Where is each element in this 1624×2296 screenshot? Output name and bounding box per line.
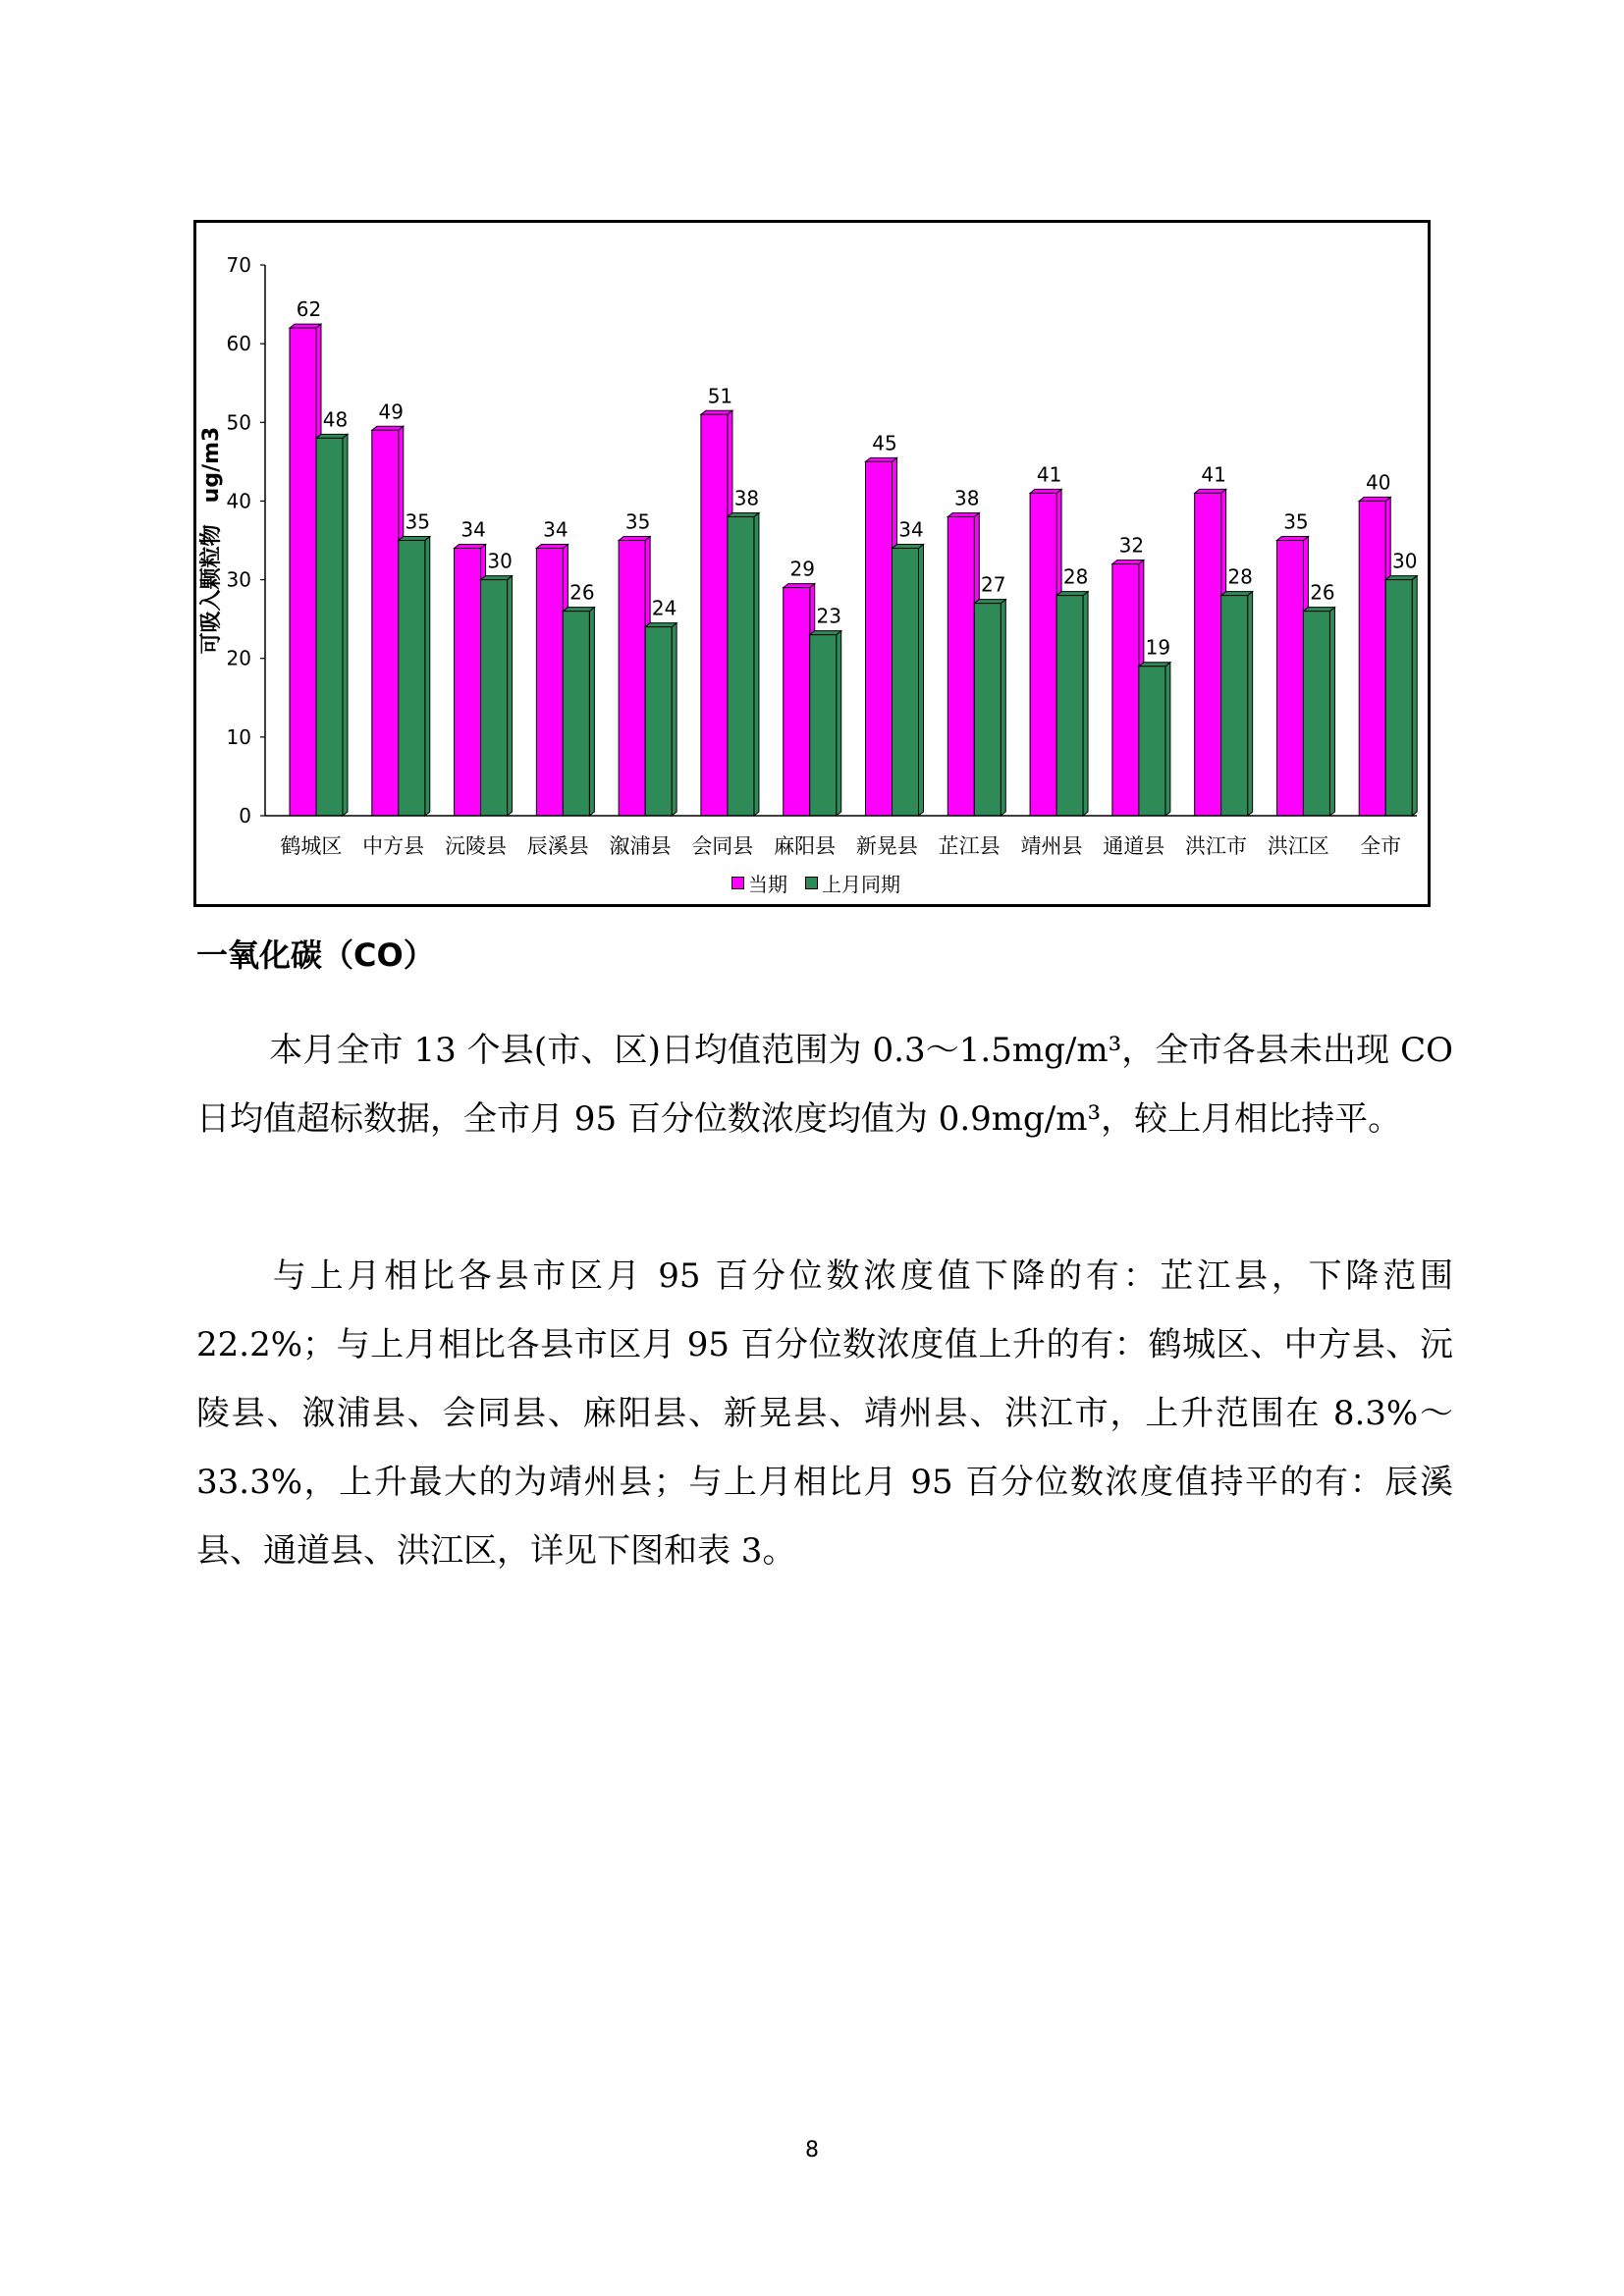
y-tick-label: 0 bbox=[239, 804, 251, 828]
bar-current-top bbox=[536, 545, 568, 549]
bar-last-month-side bbox=[343, 434, 348, 816]
x-tick-label: 沅陵县 bbox=[444, 834, 507, 858]
bar-last-month-top bbox=[481, 576, 513, 580]
bar-current-top bbox=[1112, 561, 1144, 564]
bar-last-month bbox=[399, 541, 425, 817]
y-tick-label: 30 bbox=[226, 567, 251, 592]
bar-current bbox=[1030, 493, 1056, 816]
bar-last-month bbox=[1385, 580, 1412, 816]
bar-last-month-label: 30 bbox=[1391, 549, 1418, 573]
x-tick-label: 辰溪县 bbox=[526, 834, 589, 858]
bar-current-top bbox=[372, 426, 404, 430]
x-tick-label: 中方县 bbox=[362, 834, 425, 858]
bar-last-month-top bbox=[728, 512, 759, 516]
bar-last-month-top bbox=[399, 537, 430, 541]
y-tick-label: 50 bbox=[226, 410, 251, 435]
x-tick-label: 芷江县 bbox=[938, 834, 1001, 858]
bar-last-month-top bbox=[1385, 576, 1417, 580]
bar-last-month bbox=[1139, 667, 1165, 816]
bar-current bbox=[947, 516, 974, 816]
bar-last-month bbox=[316, 438, 343, 816]
bar-last-month-side bbox=[1248, 592, 1253, 816]
bar-current bbox=[372, 430, 399, 816]
bar-last-month bbox=[974, 604, 1001, 816]
bar-current-top bbox=[1195, 489, 1226, 493]
page-number: 8 bbox=[805, 2138, 819, 2163]
y-axis-title: 可吸入颗粒物 ug/m3 bbox=[199, 426, 224, 655]
bar-last-month-side bbox=[508, 576, 513, 816]
legend-swatch-last-month bbox=[805, 877, 818, 889]
legend-swatch-current bbox=[731, 877, 744, 889]
bar-current bbox=[784, 588, 810, 816]
x-tick-label: 通道县 bbox=[1103, 834, 1165, 858]
bar-current-label: 62 bbox=[296, 297, 322, 322]
legend-label-current: 当期 bbox=[748, 873, 787, 896]
bar-last-month bbox=[645, 627, 672, 816]
bar-last-month bbox=[893, 549, 919, 816]
paragraph-co-summary-text: 本月全市 13 个县(市、区)日均值范围为 0.3～1.5mg/m³，全市各县未出现 CO 日均值超标数据，全市月 95 百分位数浓度均值为 0.9mg/m³，较上月相比持平。 bbox=[196, 1031, 1453, 1139]
bar-last-month-top bbox=[1056, 592, 1088, 596]
bar-current bbox=[1195, 493, 1221, 816]
bar-current-label: 29 bbox=[789, 557, 815, 581]
bar-last-month-side bbox=[425, 537, 430, 817]
bar-current-top bbox=[619, 537, 650, 541]
bar-current-top bbox=[1359, 497, 1390, 501]
bar-current bbox=[536, 549, 563, 816]
bar-current-label: 34 bbox=[460, 517, 486, 542]
bar-last-month-label: 28 bbox=[1227, 564, 1253, 589]
bar-current-label: 41 bbox=[1201, 462, 1226, 487]
bar-current-label: 38 bbox=[954, 486, 980, 510]
bar-last-month-top bbox=[1303, 608, 1334, 612]
y-tick-label: 20 bbox=[226, 646, 251, 670]
bar-current-top bbox=[866, 457, 897, 461]
bar-last-month-side bbox=[1329, 608, 1334, 816]
bar-last-month-label: 26 bbox=[1310, 580, 1335, 605]
bar-last-month-top bbox=[563, 608, 594, 612]
section-title-co: 一氧化碳（CO） bbox=[196, 936, 435, 974]
y-tick-label: 60 bbox=[226, 332, 251, 356]
bar-last-month-label: 26 bbox=[569, 580, 595, 605]
bar-last-month-label: 19 bbox=[1145, 635, 1171, 660]
bar-last-month bbox=[563, 612, 589, 816]
bar-current bbox=[290, 328, 316, 816]
bar-last-month-top bbox=[974, 600, 1005, 604]
bar-last-month-label: 30 bbox=[487, 549, 513, 573]
pm10-bar-chart bbox=[193, 220, 1431, 907]
bar-last-month-side bbox=[1083, 592, 1088, 816]
x-tick-label: 麻阳县 bbox=[774, 834, 837, 858]
bar-current-label: 51 bbox=[707, 384, 733, 408]
bar-current bbox=[866, 461, 893, 816]
bar-current bbox=[619, 541, 645, 817]
paragraph-co-comparison bbox=[196, 1242, 1453, 1585]
bar-current-top bbox=[1276, 537, 1308, 541]
bar-current bbox=[1359, 501, 1385, 816]
y-tick-label: 70 bbox=[226, 253, 251, 277]
bar-last-month-side bbox=[754, 512, 759, 816]
bar-current-label: 32 bbox=[1118, 533, 1145, 558]
bar-last-month bbox=[728, 516, 754, 816]
bar-last-month-label: 34 bbox=[898, 517, 924, 542]
bar-last-month-label: 24 bbox=[651, 596, 677, 620]
bar-last-month-top bbox=[1221, 592, 1253, 596]
bar-last-month-top bbox=[893, 545, 924, 549]
x-tick-label: 洪江区 bbox=[1267, 834, 1329, 858]
legend-label-last-month: 上月同期 bbox=[822, 873, 900, 896]
y-tick-label: 40 bbox=[226, 489, 251, 513]
bar-current bbox=[1276, 541, 1303, 817]
bar-current-top bbox=[455, 545, 486, 549]
paragraph-co-summary bbox=[196, 1016, 1453, 1153]
bar-last-month-side bbox=[919, 545, 924, 816]
bar-last-month bbox=[481, 580, 508, 816]
x-tick-label: 会同县 bbox=[691, 834, 754, 858]
x-tick-label: 新晃县 bbox=[855, 834, 918, 858]
bar-last-month-side bbox=[1165, 663, 1170, 816]
x-tick-label: 靖州县 bbox=[1020, 834, 1083, 858]
bar-last-month-side bbox=[1001, 600, 1005, 816]
bar-last-month bbox=[1303, 612, 1329, 816]
bar-current-top bbox=[784, 584, 815, 588]
x-tick-label: 溆浦县 bbox=[609, 834, 672, 858]
bar-last-month-label: 35 bbox=[405, 509, 431, 534]
bar-last-month-top bbox=[1139, 663, 1170, 667]
bar-last-month-side bbox=[837, 631, 841, 816]
bar-last-month bbox=[1221, 596, 1248, 816]
bar-last-month-label: 27 bbox=[981, 572, 1006, 597]
bar-last-month-label: 48 bbox=[322, 407, 349, 432]
bar-last-month-label: 23 bbox=[816, 604, 841, 628]
bar-current-top bbox=[290, 324, 321, 328]
bar-current bbox=[701, 414, 728, 816]
chart-canvas bbox=[196, 223, 1428, 904]
bar-current-label: 49 bbox=[378, 400, 405, 424]
bar-last-month-label: 28 bbox=[1062, 564, 1089, 589]
bar-last-month-side bbox=[1412, 576, 1417, 816]
x-tick-label: 洪江市 bbox=[1185, 834, 1248, 858]
paragraph-co-comparison-text: 与上月相比各县市区月 95 百分位数浓度值下降的有：芷江县，下降范围 22.2%；与上月相比各县市区月 95 百分位数浓度值上升的有：鹤城区、中方县、沅陵县、溆浦县、会同县、麻阳县、新晃县、靖州县、洪江市，上升范围在 8.3%～33.3%，上升最大的为靖州县；与上月相比月 95 百分位数浓度值持平的有：辰溪县、通道县、洪江区，详见下图和表 3。 bbox=[196, 1256, 1453, 1571]
bar-last-month-top bbox=[810, 631, 841, 635]
chart-legend bbox=[731, 869, 900, 897]
bar-current-top bbox=[701, 410, 732, 414]
bar-current-top bbox=[947, 512, 979, 516]
bar-current-label: 40 bbox=[1365, 470, 1391, 495]
bar-current-label: 34 bbox=[543, 517, 568, 542]
legend-item-last-month bbox=[805, 869, 900, 897]
bar-current bbox=[1112, 564, 1139, 816]
bar-last-month-side bbox=[672, 623, 677, 816]
bar-current-label: 41 bbox=[1036, 462, 1062, 487]
bar-last-month-side bbox=[589, 608, 594, 816]
bar-current-top bbox=[1030, 489, 1061, 493]
bar-last-month-top bbox=[316, 434, 348, 438]
x-tick-label: 全市 bbox=[1360, 834, 1402, 858]
legend-item-current bbox=[731, 869, 787, 897]
bar-last-month bbox=[810, 635, 837, 816]
x-tick-label: 鹤城区 bbox=[280, 834, 343, 858]
bar-last-month bbox=[1056, 596, 1083, 816]
y-tick-label: 10 bbox=[226, 724, 251, 749]
bar-current-label: 35 bbox=[624, 509, 651, 534]
bar-current bbox=[455, 549, 481, 816]
bar-last-month-label: 38 bbox=[733, 486, 760, 510]
bar-last-month-top bbox=[645, 623, 677, 627]
bar-current-label: 35 bbox=[1283, 509, 1309, 534]
bar-current-label: 45 bbox=[872, 431, 897, 455]
